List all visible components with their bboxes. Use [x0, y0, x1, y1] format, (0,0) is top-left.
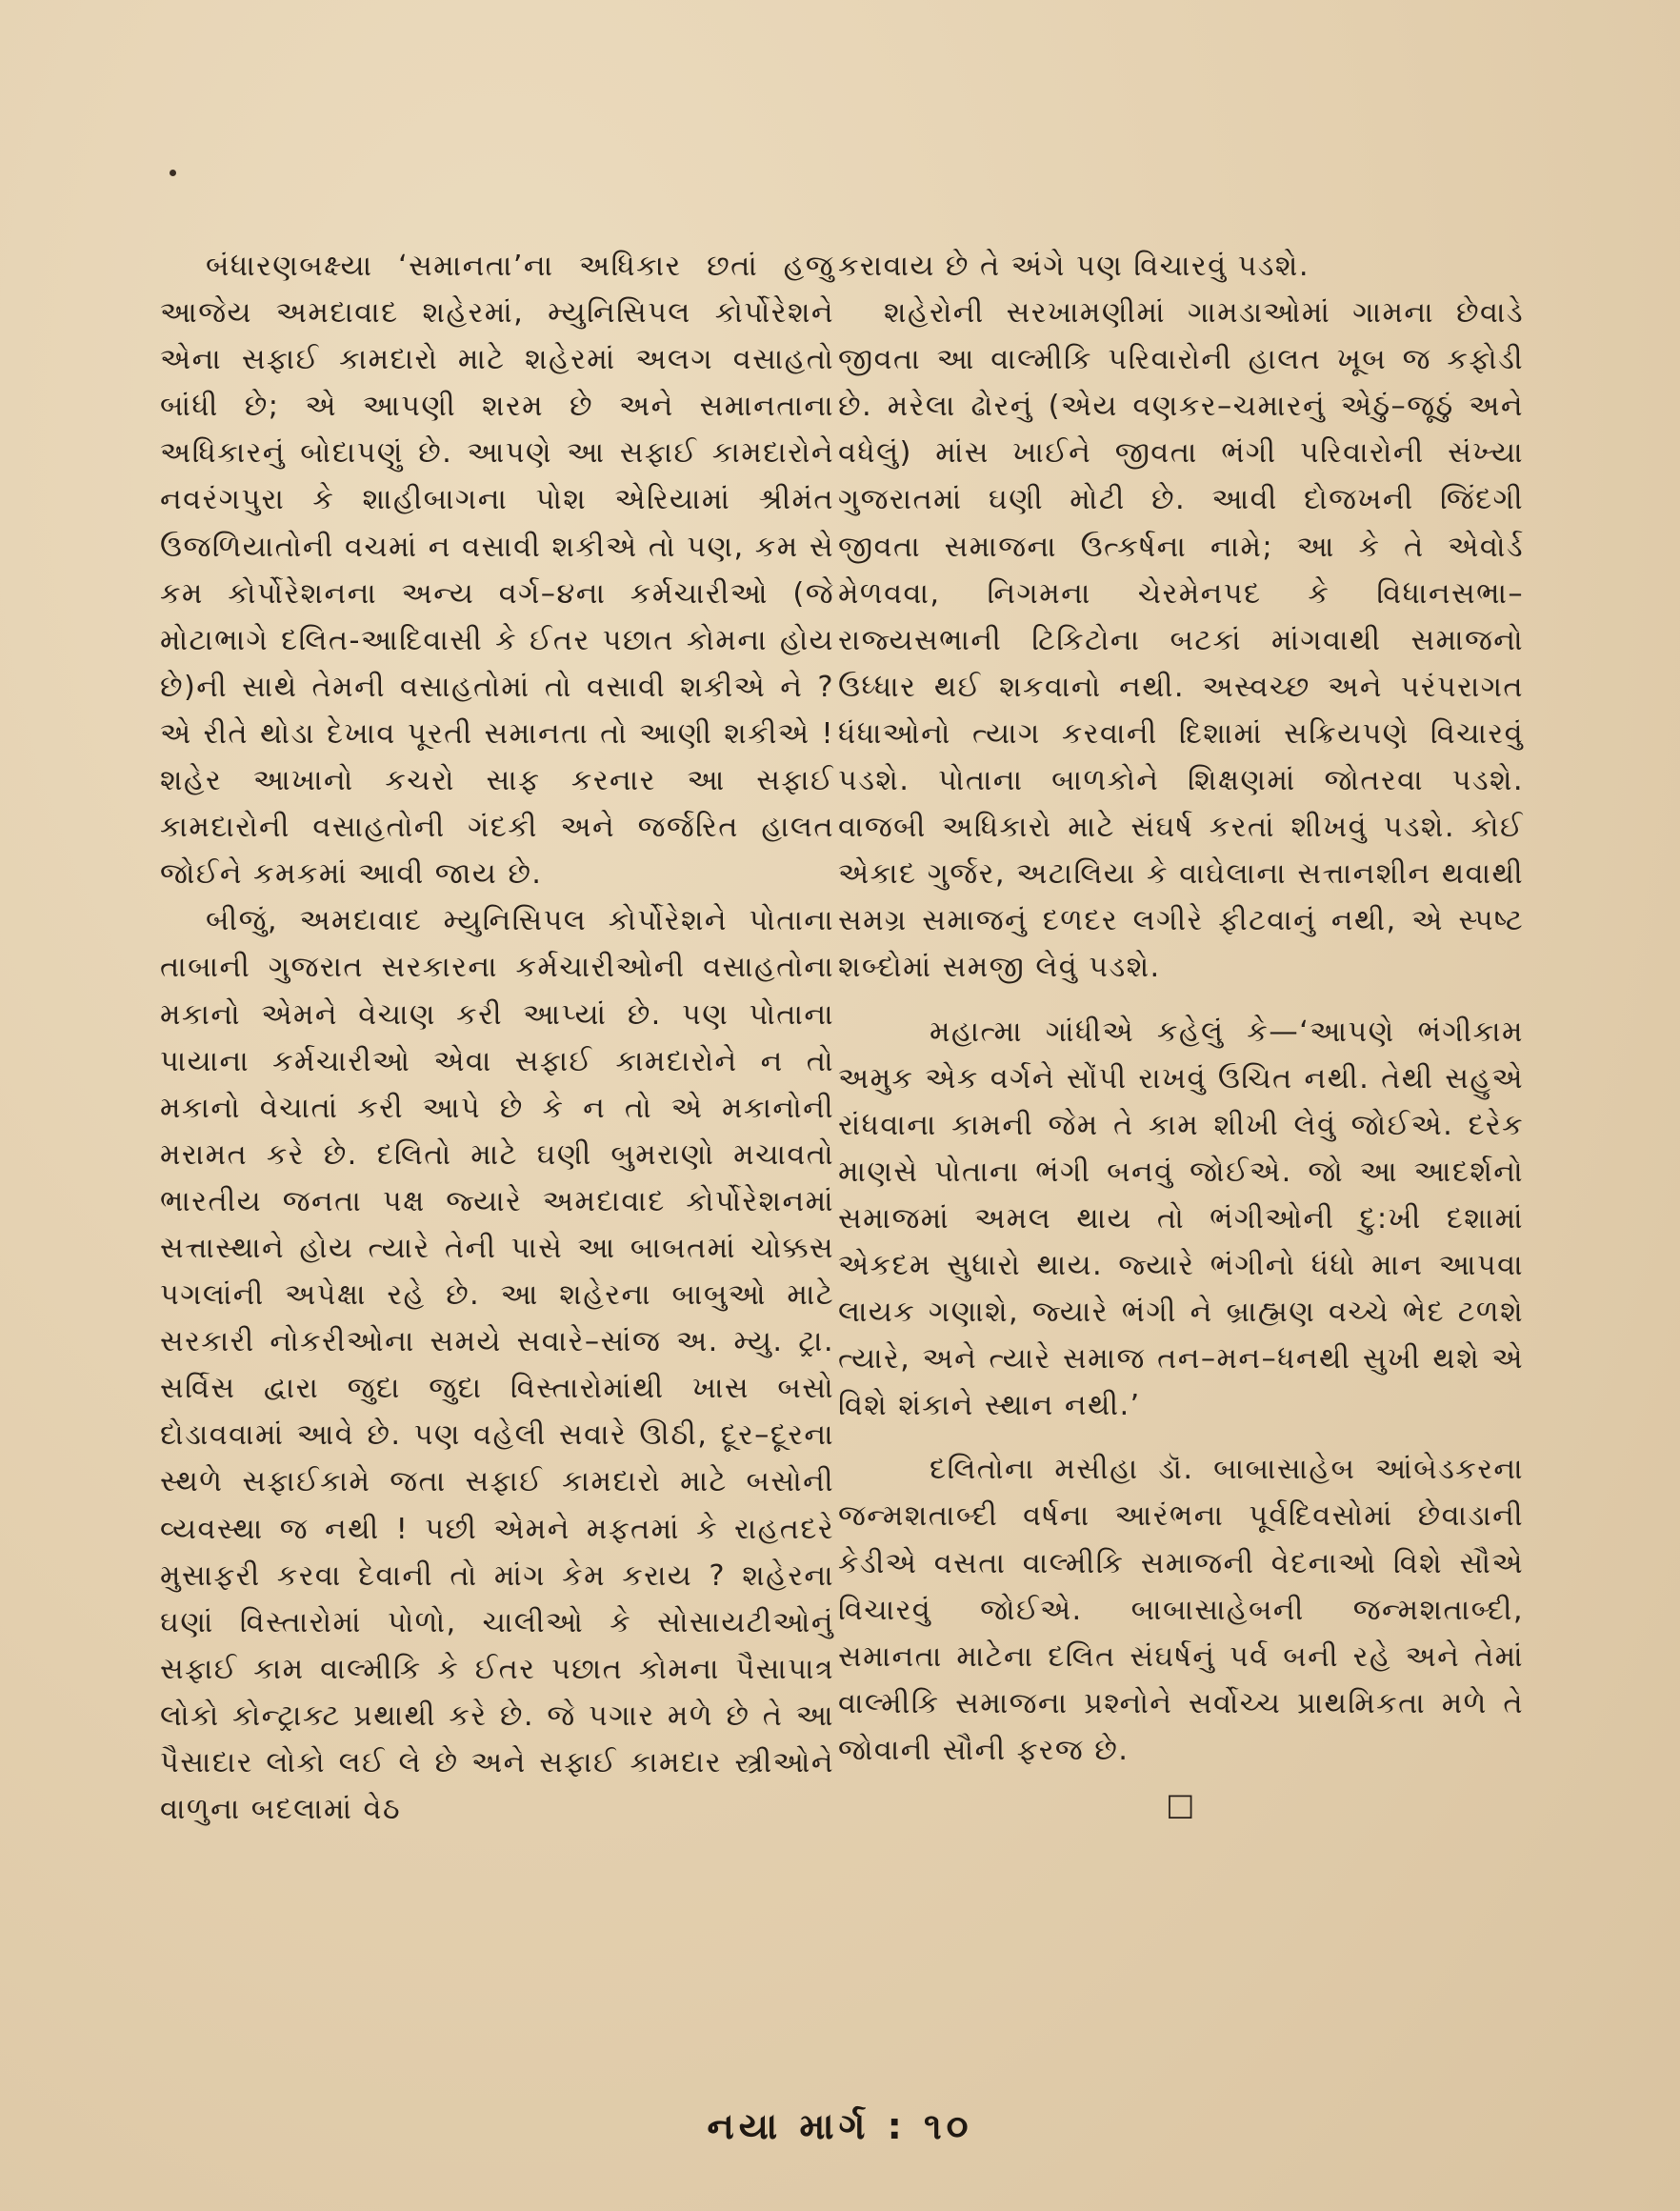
quote-paragraph: મહાત્મા ગાંધીએ કહેલું કે—‘આપણે ભંગીકામ અમુક એક વર્ગને સોંપી રાખવું ઉચિત નથી. તેથી સહુએ રાંધવાના કામની જેમ તે કામ શીખી લેવું જોઈએ. દરેક માણસે પોતાના ભંગી બનવું જોઈએ. જો આ આદર્શનો સમાજમાં અમલ થાય તો ભંગીઓની દુ:ખી દશામાં એકદમ સુધારો થાય. જ્યારે ભંગીનો ધંધો માન આપવા લાયક ગણાશે, જ્યારે ભંગી ને બ્રાહ્મણ વચ્ચે ભેદ ટળશે ત્યારે, અને ત્યારે સમાજ તન–મન–ધનથી સુખી થશે એ વિશે શંકાને સ્થાન નથી.’	[838, 1015, 1524, 1423]
paragraph: બંધારણબક્ષ્યા ‘સમાનતા’ના અધિકાર છતાં હજુ આજેય અમદાવાદ શહેરમાં, મ્યુનિસિપલ કોર્પોરેશને એના સફાઈ કામદારો માટે શહેરમાં અલગ વસાહતો બાંધી છે; એ આપણી શરમ છે અને સમાનતાના અધિકારનું બોદાપણું છે. આપણે આ સફાઈ કામદારોને નવરંગપુરા કે શાહીબાગના પોશ એરિયામાં શ્રીમંત ઉજળિયાતોની વચમાં ન વસાવી શકીએ તો પણ, કમ સે કમ કોર્પોરેશનના અન્ય વર્ગ–૪ના કર્મચારીઓ (જે મોટાભાગે દલિત-આદિવાસી કે ઈતર પછાત કોમના હોય છે)ની સાથે તેમની વસાહતોમાં તો વસાવી શકીએ ને ? એ રીતે થોડા દેખાવ પૂરતી સમાનતા તો આણી શકીએ ! શહેર આખાનો કચરો સાફ કરનાર આ સફાઈ કામદારોની વસાહતોની ગંદકી અને જર્જરિત હાલત જોઈને કમકમાં આવી જાય છે.	[160, 250, 834, 892]
spacer	[838, 1429, 1524, 1446]
paragraph: કરાવાય છે તે અંગે પણ વિચારવું પડશે.	[838, 250, 1310, 283]
page-footer: નયા માર્ગ : ૧૦	[707, 2105, 973, 2147]
right-column	[838, 243, 1524, 1828]
spacer	[838, 992, 1524, 1009]
paragraph: બીજું, અમદાવાદ મ્યુનિસિપલ કોર્પોરેશને પોતાના તાબાની ગુજરાત સરકારના કર્મચારીઓની વસાહતોના મકાનો એમને વેચાણ કરી આપ્યાં છે. પણ પોતાના પાયાના કર્મચારીઓ એવા સફાઈ કામદારોને ન તો મકાનો વેચાતાં કરી આપે છે કે ન તો એ મકાનોની મરામત કરે છે. દલિતો માટે ઘણી બુમરાણો મચાવતો ભારતીય જનતા પક્ષ જ્યારે અમદાવાદ કોર્પોરેશનમાં સત્તાસ્થાને હોય ત્યારે તેની પાસે આ બાબતમાં ચોક્કસ પગલાંની અપેક્ષા રહે છે. આ શહેરના બાબુઓ માટે સરકારી નોકરીઓના સમયે સવારે–સાંજ અ. મ્યુ. ટ્રા. સર્વિસ દ્વારા જુદા જુદા વિસ્તારોમાંથી ખાસ બસો દોડાવવામાં આવે છે. પણ વહેલી સવારે ઊઠી, દૂર–દૂરના સ્થળે સફાઈકામે જતા સફાઈ કામદારો માટે બસોની વ્યવસ્થા જ નથી ! પછી એમને મફતમાં કે રાહતદરે મુસાફરી કરવા દેવાની તો માંગ કેમ કરાય ? શહેરના ઘણાં વિસ્તારોમાં પોળો, ચાલીઓ કે સોસાયટીઓનું સફાઈ કામ વાલ્મીકિ કે ઈતર પછાત કોમના પૈસાપાત્ર લોકો કોન્ટ્રાક્ટ પ્રથાથી કરે છે. જે પગાર મળે છે તે આ પૈસાદાર લોકો લઈ લે છે અને સફાઈ કામદાર સ્ત્રીઓને વાળુના બદલામાં વેઠ	[160, 904, 834, 1827]
paragraph: દલિતોના મસીહા ડૉ. બાબાસાહેબ આંબેડકરના જન્મશતાબ્દી વર્ષના આરંભના પૂર્વદિવસોમાં છેવાડાની કેડીએ વસતા વાલ્મીકિ સમાજની વેદનાઓ વિશે સૌએ વિચારવું જોઈએ. બાબાસાહેબની જન્મશતાબ્દી, સમાનતા માટેના દલિત સંઘર્ષનું પર્વ બની રહે અને તેમાં વાલ્મીકિ સમાજના પ્રશ્નોને સર્વોચ્ચ પ્રાથમિકતા મળે તે જોવાની સૌની ફરજ છે.	[838, 1453, 1524, 1767]
left-column	[160, 243, 834, 1833]
end-of-article-mark: □	[1166, 1786, 1196, 1822]
ink-dot	[170, 170, 176, 176]
paragraph: શહેરોની સરખામણીમાં ગામડાઓમાં ગામના છેવાડે જીવતા આ વાલ્મીકિ પરિવારોની હાલત ખૂબ જ કફોડી છે. મરેલા ઢોરનું (એય વણકર–ચમારનું એઠું–જૂઠું અને વધેલું) માંસ ખાઈને જીવતા ભંગી પરિવારોની સંખ્યા ગુજરાતમાં ઘણી મોટી છે. આવી દોજખની જિંદગી જીવતા સમાજના ઉત્કર્ષના નામે; આ કે તે એવોર્ડ મેળવવા, નિગમના ચેરમેનપદ કે વિધાનસભા–રાજ્યસભાની ટિકિટોના બટકાં માંગવાથી સમાજનો ઉધ્ધાર થઈ શકવાનો નથી. અસ્વચ્છ અને પરંપરાગત ધંધાઓનો ત્યાગ કરવાની દિશામાં સક્રિયપણે વિચારવું પડશે. પોતાના બાળકોને શિક્ષણમાં જોતરવા પડશે. વાજબી અધિકારો માટે સંઘર્ષ કરતાં શીખવું પડશે. કોઈ એકાદ ગુર્જર, અટાલિયા કે વાઘેલાના સત્તાનશીન થવાથી સમગ્ર સમાજનું દળદર લગીરે ફીટવાનું નથી, એ સ્પષ્ટ શબ્દોમાં સમજી લેવું પડશે.	[838, 296, 1524, 985]
